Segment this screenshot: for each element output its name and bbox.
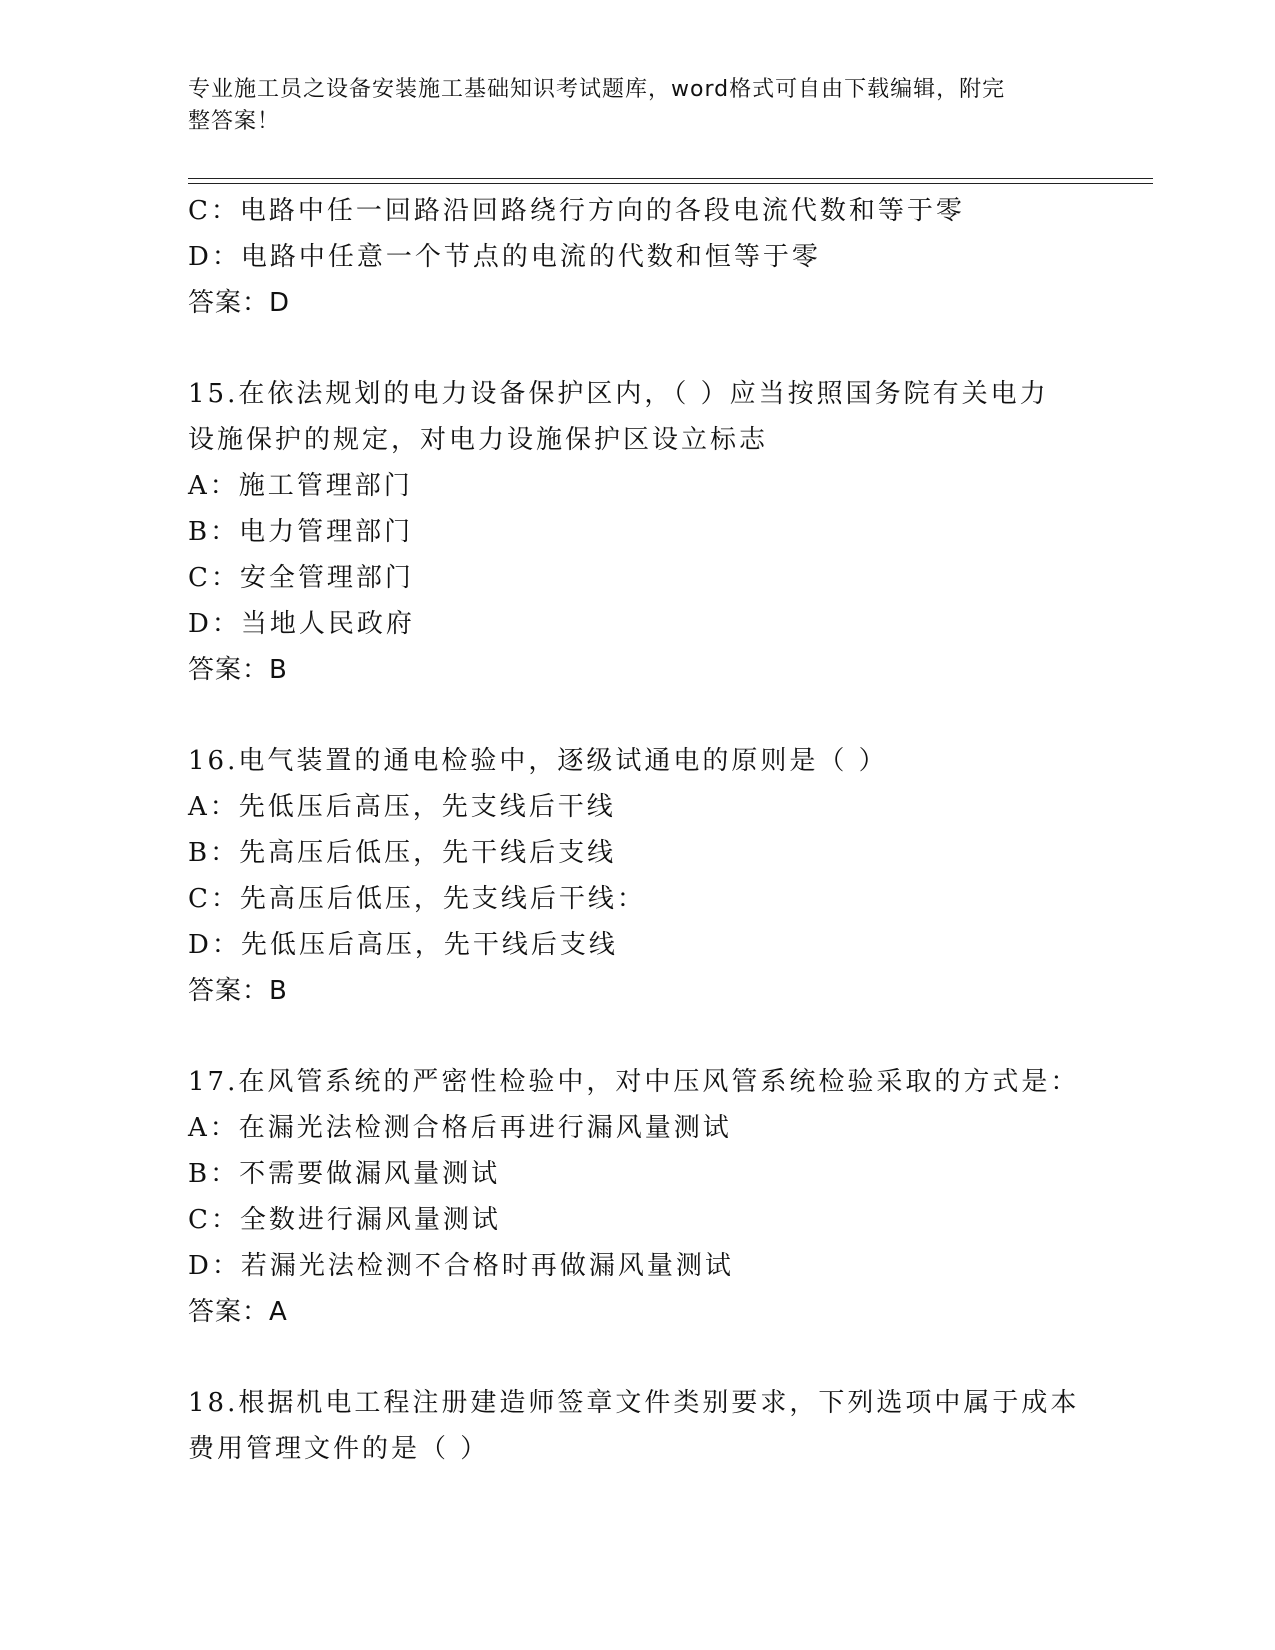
header-divider-top: [188, 178, 1153, 179]
answer-line: 答案：B: [188, 976, 288, 1006]
option-d: D：先低压后高压，先干线后支线: [188, 930, 618, 960]
option-d: D：当地人民政府: [188, 609, 415, 639]
option-a: A：先低压后高压，先支线后干线: [188, 792, 616, 822]
option-b: B：先高压后低压，先干线后支线: [188, 838, 617, 868]
document-header: [188, 74, 1088, 138]
option-c: C：安全管理部门: [188, 563, 414, 593]
question-list: [188, 188, 1088, 1472]
option-a: A：在漏光法检测合格后再进行漏风量测试: [188, 1113, 732, 1143]
question-15: [188, 371, 1088, 693]
spacer: [188, 1014, 1088, 1059]
spacer: [188, 1335, 1088, 1380]
header-divider-bottom: [188, 183, 1153, 184]
option-b: B：不需要做漏风量测试: [188, 1159, 501, 1189]
option-a: A：施工管理部门: [188, 471, 413, 501]
question-stem-continued: 费用管理文件的是（ ）: [188, 1434, 490, 1464]
spacer: [188, 693, 1088, 738]
option-b: B：电力管理部门: [188, 517, 414, 547]
question-stem: 18.根据机电工程注册建造师签章文件类别要求，下列选项中属于成本: [188, 1388, 1080, 1418]
option-c: C：全数进行漏风量测试: [188, 1205, 501, 1235]
question-16: [188, 738, 1088, 1014]
spacer: [188, 326, 1088, 371]
question-stem: 17.在风管系统的严密性检验中，对中压风管系统检验采取的方式是：: [188, 1067, 1080, 1097]
question-stem-continued: 设施保护的规定，对电力设施保护区设立标志: [188, 425, 769, 455]
answer-line: 答案：D: [188, 288, 291, 318]
header-line-1: 专业施工员之设备安装施工基础知识考试题库，word格式可自由下载编辑，附完: [188, 77, 1006, 102]
option-d: D：若漏光法检测不合格时再做漏风量测试: [188, 1251, 734, 1281]
question-14-continued: [188, 188, 1088, 326]
question-stem: 16.电气装置的通电检验中，逐级试通电的原则是（ ）: [188, 746, 888, 776]
option-c: C：先高压后低压，先支线后干线：: [188, 884, 646, 914]
question-17: [188, 1059, 1088, 1335]
option-c: C：电路中任一回路沿回路绕行方向的各段电流代数和等于零: [188, 196, 965, 226]
option-d: D：电路中任意一个节点的电流的代数和恒等于零: [188, 242, 821, 272]
question-18: [188, 1380, 1088, 1472]
answer-line: 答案：A: [188, 1297, 288, 1327]
header-line-2: 整答案！: [188, 109, 281, 134]
question-stem: 15.在依法规划的电力设备保护区内，（ ）应当按照国务院有关电力: [188, 379, 1049, 409]
answer-line: 答案：B: [188, 655, 288, 685]
